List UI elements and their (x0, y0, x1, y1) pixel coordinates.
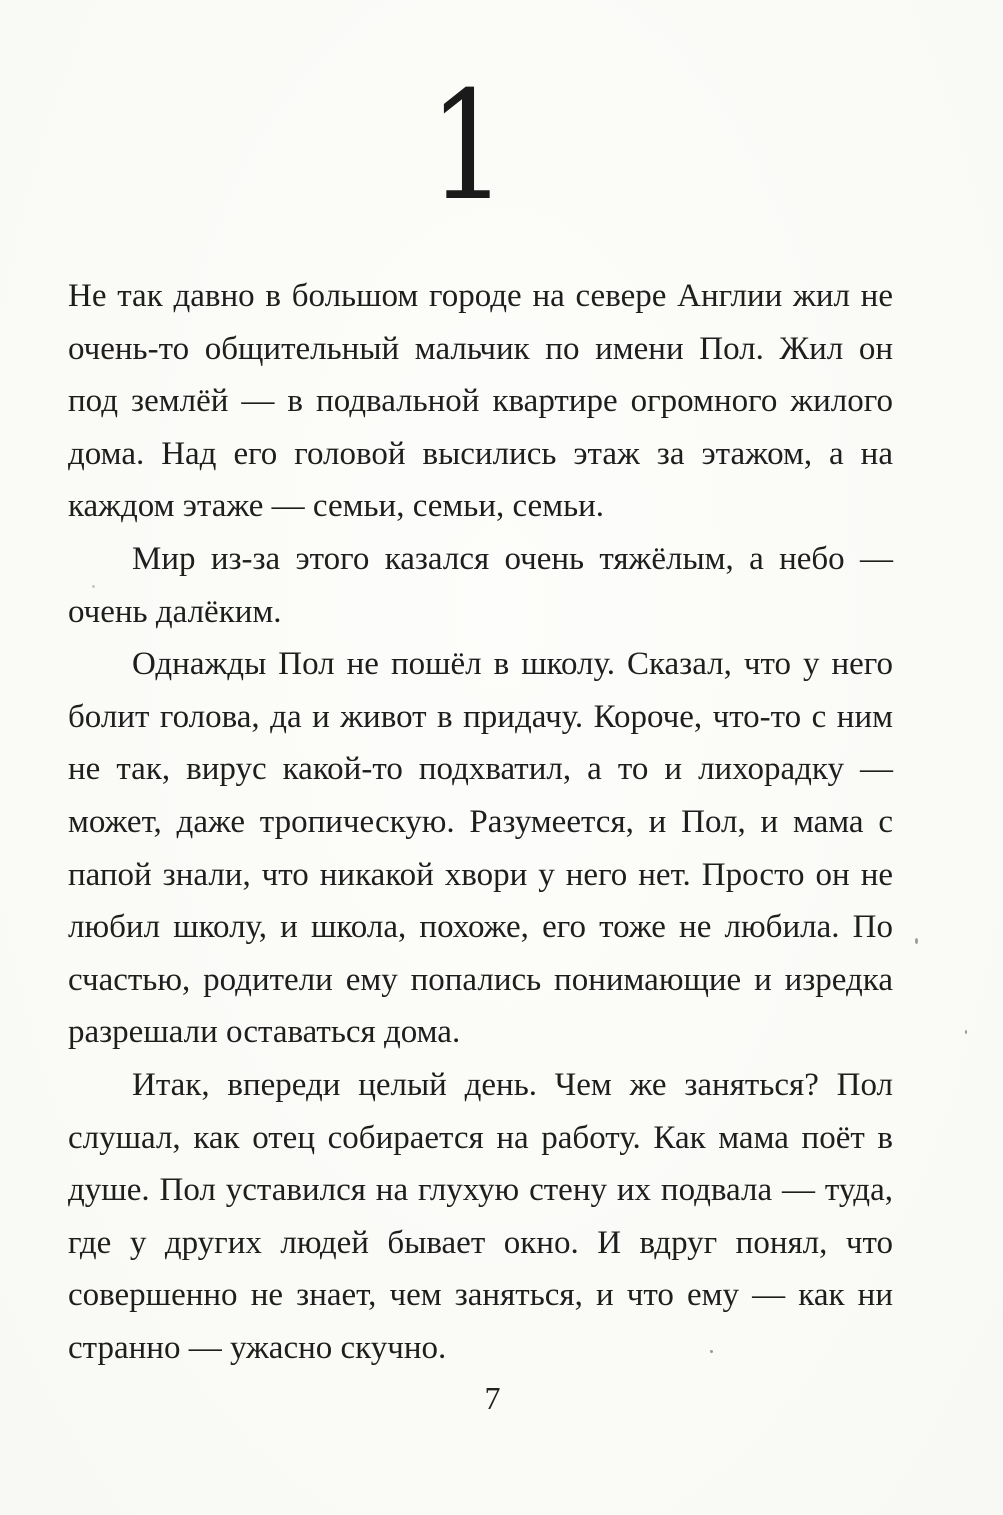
paper-speck (965, 1030, 967, 1034)
page-number: 7 (484, 1380, 501, 1416)
paragraph: Итак, впереди целый день. Чем же заняться? Пол слушал, как отец собирается на работу. Как мама поёт в душе. Пол уставился на глухую стену их подвала — туда, где у других людей бывает окно. И вдруг понял, что совершенно не знает, чем заняться, и что ему — как ни странно — ужасно скучно. (68, 1066, 893, 1366)
paper-speck (915, 938, 918, 944)
paper-speck (92, 585, 95, 588)
chapter-text (68, 270, 893, 1374)
paragraph: Однажды Пол не пошёл в школу. Сказал, что у него болит голова, да и живот в придачу. Короче, что-то с ним не так, вирус какой-то подхватил, а то и лихорадку — может, даже тропическую. Разумеется, и Пол, и мама с папой знали, что никакой хвори у него нет. Просто он не любил школу, и школа, похоже, его тоже не любила. По счастью, родители ему попались понимающие и изредка разрешали оставаться дома. (68, 646, 893, 1051)
paragraph: Мир из-за этого казался очень тяжёлым, а небо — очень далёким. (68, 540, 893, 630)
paper-speck (710, 1350, 713, 1353)
paragraph: Не так давно в большом городе на севере Англии жил не очень-то общительный мальчик по имени Пол. Жил он под землёй — в подвальной квартире огромного жилого дома. Над его головой высились этаж за этажом, а на каждом этаже — семьи, семьи, семьи. (68, 278, 893, 525)
chapter-number: 1 (428, 60, 508, 234)
